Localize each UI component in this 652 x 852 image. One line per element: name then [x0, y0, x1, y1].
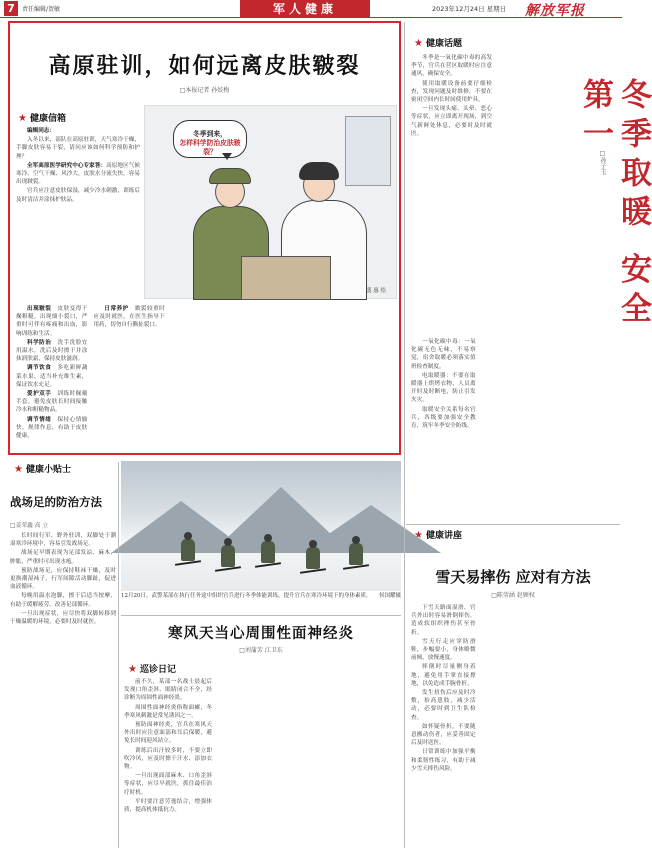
speech-bubble: [173, 120, 247, 158]
body-text: 多吃新鲜蔬菜水果，适当补充维生素，保证饮水充足。: [16, 365, 88, 388]
diary-heading: [128, 662, 176, 675]
lecture-paragraph: 雪天行走应穿防滑鞋，步幅要小，身体略微前倾，放慢速度。: [411, 638, 476, 662]
answer-lead: 全军高原医学研究中心专家答：: [27, 162, 107, 169]
body-paragraph: [93, 305, 164, 330]
lecture-paragraph: 摔倒时尽量侧身着地，避免用手掌直接撑地，以免造成手腕骨折。: [411, 664, 476, 687]
reader-letter: [16, 127, 140, 317]
masthead: [0, 0, 622, 18]
letter-body: 入冬以来，部队在高原驻训，天气寒冷干燥，手脚皮肤容易干裂，请问应该如何科学预防和护理？: [16, 137, 140, 160]
bubble-line-2: 怎样科学防治皮肤皲裂？: [179, 139, 241, 156]
lecture-paragraph: 日常训练中加强平衡和柔韧性练习，有助于减少雪天摔伤风险。: [411, 749, 476, 772]
body-lead: 出现皲裂: [27, 306, 52, 312]
section-rule: [121, 615, 401, 616]
tips-text: [10, 532, 116, 844]
mailbox-heading-label: 健康信箱: [29, 114, 66, 124]
soldier-hat: [209, 168, 251, 184]
main-story-title: 高原驻训，如何远离皮肤皲裂: [48, 53, 361, 79]
body-paragraph: [16, 305, 87, 338]
star-icon: ★: [414, 530, 423, 541]
answer-text: 高原地区气候寒冷、空气干燥、风沙大，皮肤水分流失快，容易出现皲裂。: [16, 162, 140, 186]
desk-shape: [241, 256, 331, 300]
facial-paragraph: 前不久，某部一名战士晨起后发现口角歪斜、眼睛闭合不全，经诊断为周围性面神经炎。: [124, 679, 212, 702]
tips-heading: [14, 462, 71, 475]
tips-heading-label: 健康小贴士: [25, 465, 71, 475]
star-icon: ★: [14, 464, 23, 475]
topic-paragraph: 取暖安全关系每名官兵，各级要加强安全教育，筑牢冬季安全防线。: [411, 406, 476, 430]
topic-paragraph: 一氧化碳中毒：一氧化碳无色无味，不易察觉，宿舍取暖必须落实值班检查制度。: [411, 339, 476, 370]
answer-paragraph: 官兵应注意皮肤保湿，减少冷水刺激，训练后及时清洁并涂抹护肤品。: [16, 188, 140, 203]
diary-heading-label: 巡诊日记: [139, 665, 176, 675]
facial-story-text: [124, 678, 400, 848]
training-photo: [121, 461, 401, 591]
letter-salutation: [16, 127, 140, 135]
lecture-byline: □陈莹涵 赵顾权: [491, 592, 535, 599]
body-lead: 调节情绪: [27, 416, 52, 423]
mailbox-heading: [18, 111, 66, 124]
facial-paragraph: 一旦出现面部麻木、口角歪斜等症状，应尽早就医，抓住最佳治疗时机。: [124, 773, 212, 796]
tips-paragraph: 一旦出现症状，应尽快将双脚转移到干燥温暖的环境，必要时及时就医。: [10, 610, 116, 626]
facial-paragraph: 训练后出汗较多时，不要立即吹冷风，应及时擦干汗水、添加衣物。: [124, 747, 212, 771]
tips-paragraph: 每晚用温水泡脚，擦干后适当按摩，有助于缓解疲劳、改善足部循环。: [10, 593, 116, 608]
skier-figure: [261, 541, 275, 563]
body-text: 洗手洗脸宜用温水，洗后及时擦干并涂抹润肤霜，保持皮肤滋润。: [16, 339, 88, 363]
body-lead: 日常养护: [104, 306, 129, 312]
skier-figure: [181, 539, 195, 561]
body-text: 皮肤变得干燥粗糙，出现细小裂口，严重时可伴有疼痛和出血，影响训练和生活。: [16, 306, 88, 337]
issue-date: 2023年12月24日 星期日: [432, 5, 507, 13]
topic-paragraph: 电取暖器：不要在取暖器上烘烤衣物，人员离开时及时断电，防止引发火灾。: [411, 372, 476, 404]
body-text: 皲裂较重时应及时就医，在医生指导下用药，切勿自行撕扯裂口。: [93, 306, 165, 329]
star-icon: ★: [414, 38, 423, 49]
editor-credit: 责任编辑/贺敏: [22, 6, 61, 13]
topic-paragraph: 一旦发现头痛、头晕、恶心等症状，应立即离开现场，到空气新鲜处休息，必要时及时就医。: [411, 106, 492, 137]
answer-paragraph: [16, 162, 140, 187]
main-story-byline: □本报记者 孙姣梅: [179, 87, 230, 94]
body-paragraph: [16, 339, 87, 364]
cabinet-shape: [345, 116, 391, 186]
topic-paragraph: 冬季是一氧化碳中毒的高发季节，官兵在营区取暖时应注意通风，确保安全。: [411, 55, 492, 78]
section-rule: [406, 524, 620, 525]
lecture-text: [411, 604, 617, 848]
column-rule: [404, 22, 405, 848]
tips-title: 战场足的防治方法: [10, 495, 102, 509]
health-topic-text: [411, 54, 579, 332]
lecture-paragraph: 如怀疑骨折，不要随意搬动伤者，应妥善固定后及时送医。: [411, 723, 476, 747]
health-topic-title: 冬季取暖 安全第一: [577, 78, 651, 331]
main-story-body: [16, 305, 397, 451]
tips-paragraph: 战场足早期表现为足部发凉、麻木、肿胀，严重时可出现水疱。: [10, 550, 116, 565]
body-text: 训练时佩戴手套，避免皮肤长时间接触冷水和粗糙物品。: [16, 391, 88, 414]
body-lead: 调节饮食: [27, 365, 52, 372]
lecture-paragraph: 下雪天路面湿滑，官兵外出时容易滑倒摔伤，造成软组织挫伤甚至骨折。: [411, 605, 476, 636]
illustration-credit: 盛 惠 绘: [366, 288, 386, 294]
health-topic-text-continued: [411, 338, 617, 524]
facial-story-byline: □刘蒲芳 江卫东: [239, 647, 283, 654]
star-icon: ★: [18, 113, 27, 124]
body-lead: 科学防治: [27, 339, 52, 346]
skier-figure: [349, 543, 363, 565]
lecture-heading-label: 健康讲座: [425, 531, 462, 541]
column-rule: [118, 462, 119, 848]
lecture-paragraph: 发生扭伤后应及时冷敷，抬高患肢，减少活动，必要时到卫生队检查。: [411, 690, 476, 721]
body-paragraph: [16, 416, 87, 441]
newspaper-logo: 解放军报: [525, 3, 585, 19]
star-icon: ★: [128, 664, 137, 675]
tips-byline: □姜荣鑫 高 立: [10, 523, 49, 529]
tips-paragraph: 预防战场足，应保持鞋袜干燥，及时更换潮湿袜子，行军间隙活动脚趾，促进血液循环。: [10, 567, 116, 591]
skier-figure: [221, 545, 235, 567]
body-text: 保持心情愉快，规律作息，有助于皮肤健康。: [16, 416, 88, 440]
body-lead: 爱护双手: [27, 391, 52, 398]
facial-paragraph: 周围性面神经炎俗称面瘫，冬季寒风刺激是常见诱因之一。: [124, 704, 212, 719]
main-story: [8, 21, 401, 455]
tips-paragraph: 长时间行军、野外驻训，双脚处于潮湿寒冷环境中，容易引发战场足。: [10, 533, 116, 548]
photo-credit: 侯国耀摄: [378, 593, 401, 599]
page-number: 7: [4, 1, 18, 16]
doctor-hair: [299, 162, 339, 180]
health-topic-heading-label: 健康话题: [425, 39, 462, 49]
health-topic-byline: □孙子玉: [599, 150, 606, 175]
lecture-title: 雪天易摔伤 应对有方法: [435, 568, 591, 586]
body-paragraph: [16, 390, 87, 415]
letter-salutation-text: 编辑同志：: [27, 128, 55, 134]
mountain-shape: [301, 505, 441, 553]
illustration-soldier-doctor: [144, 105, 397, 299]
health-topic-heading: [414, 36, 462, 49]
facial-story-title: 寒风天当心周围性面神经炎: [168, 625, 354, 642]
body-paragraph: [16, 364, 87, 389]
photo-caption: [121, 593, 401, 601]
skier-figure: [306, 547, 320, 569]
bubble-line-1: 冬季到来，: [193, 130, 227, 138]
facial-paragraph: 预防面神经炎，官兵在寒风天外出时应注意面部和耳后保暖，避免长时间迎风站立。: [124, 722, 212, 745]
photo-caption-text: 12月20日，武警某部在执行任务途中组织官兵进行冬季体能训练，提升官兵在寒冷环境下的身体素质。: [121, 593, 372, 599]
facial-paragraph: 平时要注意劳逸结合，增强体质，提高机体抵抗力。: [124, 798, 212, 814]
topic-paragraph: 使用取暖设备前要仔细检查，发现问题及时维修，不要在密闭空间内长时间使用炉具。: [411, 80, 492, 104]
section-title: 军人健康: [240, 0, 370, 18]
